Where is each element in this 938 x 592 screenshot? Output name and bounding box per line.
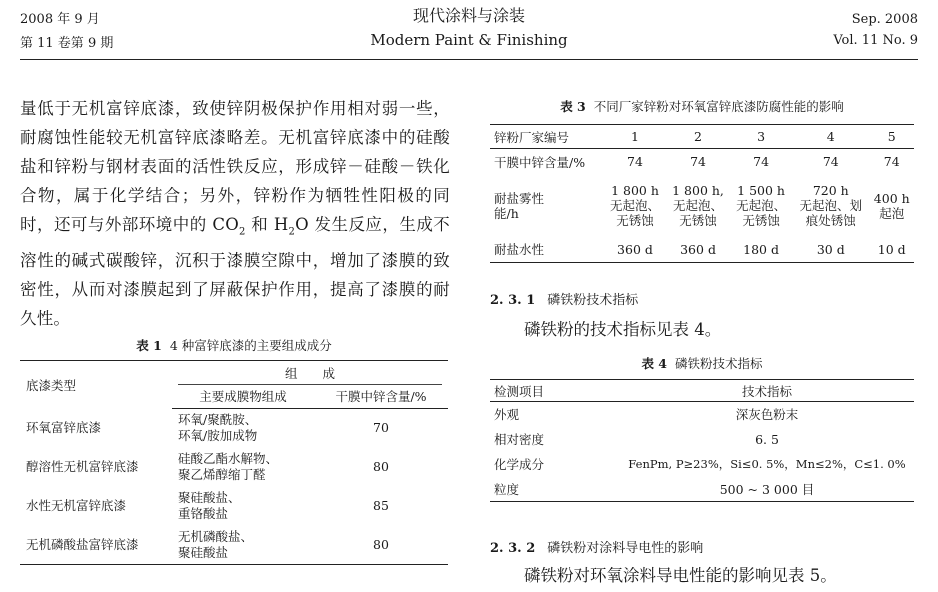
col-header-zinc: 干膜中锌含量/% [314, 385, 448, 409]
issue-date-cn: 2008 年 9 月 [20, 12, 100, 27]
volume-cn: 第 11 卷第 9 期 [20, 36, 114, 51]
volume-en: Vol. 11 No. 9 [833, 33, 918, 48]
table-1 [20, 338, 448, 565]
body-paragraph: 量低于无机富锌底漆，致使锌阴极保护作用相对弱一些，耐腐蚀性能较无机富锌底漆略差。无机富锌底漆中的硅酸盐和锌粉与钢材表面的活性铁反应，形成锌－硅酸－铁化合物，属于化学结合；另外，锌粉作为牺牲性阳极的同时，还可与外部环境中的 $CO_2$ 和 $H_2O$ 发生反应，生成不溶性的碱式碳酸锌，沉积于漆膜空隙中，增加了漆膜的致密性，从而对漆膜起到了屏蔽保护作用，提高了漆膜的耐久性。 [20, 99, 450, 329]
table-row: 相对密度 6. 5 [494, 431, 779, 447]
table-3-caption: 表 3 不同厂家锌粉对环氧富锌底漆防腐性能的影响 [560, 99, 844, 114]
section-paragraph-2-3-1: 磷铁粉的技术指标见表 4。 [524, 320, 722, 339]
col-header-spec: 技术指标 [620, 380, 914, 402]
table-4 [490, 356, 914, 502]
table-row: 化学成分 FenPm, P≥23%，Si≤0. 5%，Mn≤2%，C≤1. 0% [494, 457, 906, 472]
col-header-group: 组 成 [172, 361, 448, 385]
table-3: 表 3 不同厂家锌粉对环氧富锌底漆防腐性能的影响 锌粉厂家编号 1 2 3 4 5 干膜中锌含量/% 74 74 74 74 74 耐盐雾性 能/h 1 800 h 无起泡、 无锈蚀 1 800 h, 无起泡、 无锈蚀 1 500 h 无起泡、 无锈蚀 720 h 无起泡、划 痕处锈蚀 400 h 起泡 耐盐水性 360 d 360 d 180 d 30 d 10 d [490, 124, 914, 263]
journal-title-en: Modern Paint & Finishing [370, 31, 568, 49]
section-heading-2-3-1: 2. 3. 1 磷铁粉技术指标 [490, 293, 639, 308]
table-4-caption: 表 4 磷铁粉技术指标 [641, 356, 763, 371]
col-header-main: 主要成膜物组成 [172, 385, 314, 409]
table-row: 无机磷酸盐富锌底漆 无机磷酸盐、 聚硅酸盐 80 [26, 528, 389, 560]
journal-title-cn: 现代涂料与涂装 [412, 6, 525, 25]
section-heading-2-3-2: 2. 3. 2 磷铁粉对涂料导电性的影响 [490, 541, 704, 556]
table-row: 醇溶性无机富锌底漆 硅酸乙酯水解物、 聚乙烯醇缩丁醛 80 [26, 451, 389, 482]
table-row: 水性无机富锌底漆 聚硅酸盐、 重铬酸盐 85 [26, 490, 389, 521]
table-1-caption: 表 1 4 种富锌底漆的主要组成成分 [136, 338, 332, 353]
table-row: 耐盐水性 360 d 360 d 180 d 30 d 10 d [494, 241, 906, 258]
section-paragraph-2-3-2: 磷铁粉对环氧涂料导电性能的影响见表 5。 [524, 566, 837, 585]
col-header-maker: 锌粉厂家编号 [490, 125, 604, 149]
col-header-item: 检测项目 [490, 380, 620, 402]
table-row: 干膜中锌含量/% 74 74 74 74 74 [494, 154, 900, 170]
table-row: 粒度 500 ~ 3 000 目 [494, 481, 815, 497]
table-row: 外观 深灰色粉末 [494, 407, 799, 423]
header-rule [20, 59, 918, 60]
page-header [20, 0, 918, 62]
table-row: 耐盐雾性 能/h 1 800 h 无起泡、 无锈蚀 1 800 h, 无起泡、 无锈蚀 1 500 h 无起泡、 无锈蚀 720 h 无起泡、划 痕处锈蚀 400 h 起泡 [494, 183, 910, 228]
left-column [20, 94, 450, 333]
table-row: 环氧富锌底漆 环氧/聚酰胺、 环氧/胺加成物 70 [26, 412, 389, 444]
issue-date-en: Sep. 2008 [851, 12, 918, 27]
col-header-type: 底漆类型 [26, 377, 77, 393]
